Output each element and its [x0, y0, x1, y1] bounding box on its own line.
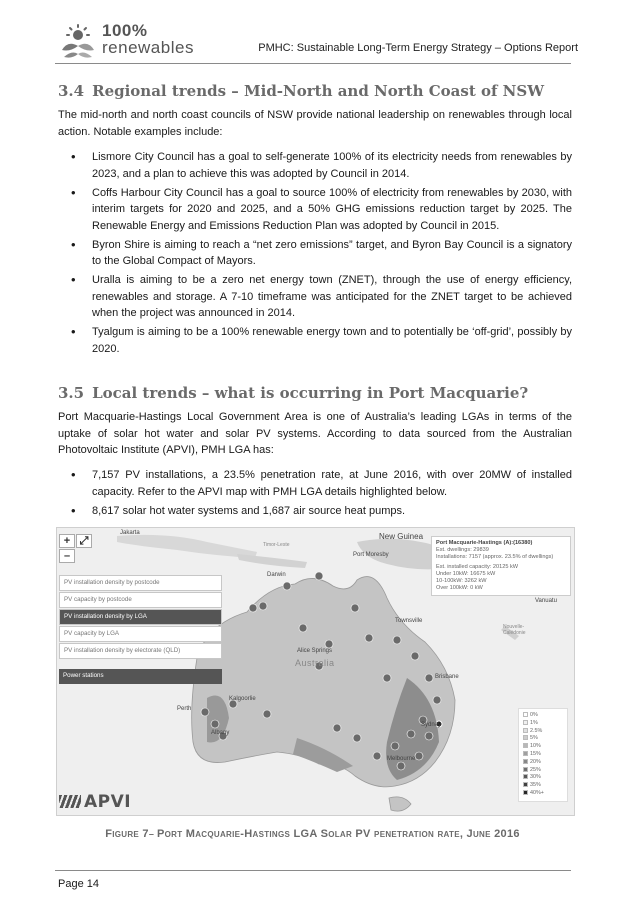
sun-leaf-icon [58, 24, 98, 60]
legend-item [523, 728, 563, 736]
bullet-icon: • [71, 467, 76, 482]
bullet-icon: • [71, 236, 76, 252]
caption-separator: – [148, 829, 155, 839]
legend-item [523, 759, 563, 767]
list-item: • 8,617 solar hot water systems and 1,687 air source heat pumps. [71, 502, 406, 518]
place-label: Melbourne [387, 756, 416, 762]
layer-option[interactable]: PV installation density by electorate (QLD) [59, 643, 222, 659]
legend-item [523, 751, 563, 759]
info-line: Over 100kW: 0 kW [436, 585, 483, 591]
info-line: 10-100kW: 3262 kW [436, 578, 487, 584]
legend-swatch [523, 743, 528, 748]
legend-label: 30% [530, 774, 541, 781]
footer-divider [55, 870, 571, 871]
legend-label: 35% [530, 782, 541, 789]
legend-swatch [523, 735, 528, 740]
page-header [58, 22, 578, 62]
legend-label: 2.5% [530, 727, 543, 734]
legend-item [523, 790, 563, 798]
layer-option[interactable]: PV installation density by postcode [59, 575, 222, 591]
section-3-4-intro: The mid-north and north coast councils of NSW provide national leadership on renewables through local action. Notable examples include: [58, 109, 572, 138]
fullscreen-button[interactable]: ⤢ [76, 534, 92, 548]
list-item: • Byron Shire is aiming to reach a “net zero emissions” target, and Byron Bay Council is a signatory to the Global Compact of Mayors. [71, 236, 572, 267]
header-divider [55, 63, 571, 64]
place-label: Sydney [421, 722, 442, 728]
legend-label: 15% [530, 750, 541, 757]
list-item: • Tyalgum is aiming to be a 100% renewable energy town and to potentially be ‘off-grid’, possibly by 2020. [71, 324, 572, 355]
legend-swatch [523, 782, 528, 787]
place-label: Kalgoorlie [229, 696, 256, 702]
legend-swatch [523, 759, 528, 764]
legend-label: 10% [530, 743, 541, 750]
place-label: New Guinea [379, 532, 424, 541]
legend-swatch [523, 790, 528, 795]
apvi-map[interactable] [56, 527, 575, 816]
zoom-controls [59, 534, 93, 570]
place-label: Port Moresby [353, 552, 389, 558]
info-title: Port Macquarie-Hastings (A):(16380) [436, 540, 533, 546]
layer-option-active[interactable]: PV installation density by LGA [59, 609, 222, 625]
logo-line-2: renewables [102, 38, 194, 57]
bullet-icon: • [71, 184, 76, 200]
legend-item [523, 720, 563, 728]
legend-label: 25% [530, 766, 541, 773]
section-number: 3.4 [58, 82, 85, 100]
legend-swatch [523, 712, 528, 717]
legend-item [523, 712, 563, 720]
legend-item [523, 735, 563, 743]
power-stations-button[interactable]: Power stations [59, 669, 222, 684]
legend-item [523, 782, 563, 790]
bullet-icon: • [71, 324, 76, 339]
legend-swatch [523, 751, 528, 756]
page-number: Page 14 [58, 878, 99, 890]
logo-line-1: 100% [102, 21, 148, 40]
place-label: Perth [177, 706, 192, 712]
place-label: Australia [295, 658, 335, 668]
section-number: 3.5 [58, 384, 85, 402]
section-3-5-intro: Port Macquarie-Hastings Local Government Area is one of Australia’s leading LGAs in terms of the uptake of solar hot water and solar PV systems. According to data sourced from the Australian Photovoltaic Institute (APVI), PMH LGA has: [58, 411, 572, 456]
info-line: Installations: 7157 (approx. 23.5% of dwellings) [436, 554, 554, 560]
legend-label: 40%+ [530, 789, 544, 796]
place-label: Jakarta [120, 530, 140, 536]
legend-label: 1% [530, 719, 538, 726]
map-legend [518, 708, 568, 802]
caption-text: Port Macquarie-Hastings LGA Solar PV penetration rate, June 2016 [156, 828, 520, 840]
legend-item [523, 743, 563, 751]
place-label: Albany [211, 730, 230, 736]
legend-item [523, 774, 563, 782]
legend-swatch [523, 767, 528, 772]
layer-panel [59, 575, 222, 660]
legend-item [523, 767, 563, 775]
place-label: Darwin [267, 572, 286, 578]
section-3-4-bullets [58, 149, 572, 360]
layer-option[interactable]: PV capacity by LGA [59, 626, 222, 642]
figure-caption [0, 828, 625, 840]
list-item: • Lismore City Council has a goal to self-generate 100% of its electricity needs from renewables by 2023, and a plan to achieve this was adopted by Council in 2014. [71, 149, 572, 180]
info-line: Est. dwellings: 29839 [436, 547, 489, 553]
apvi-text: APVI [84, 792, 132, 812]
place-label: Alice Springs [297, 648, 333, 654]
legend-label: 5% [530, 735, 538, 742]
place-label: Nouvelle-Calédonie [503, 624, 526, 636]
legend-swatch [523, 720, 528, 725]
bullet-icon: • [71, 272, 76, 287]
section-3-5-bullets [58, 467, 572, 522]
place-label: Vanuatu [535, 598, 557, 604]
place-label: Townsville [395, 618, 423, 624]
report-title: PMHC: Sustainable Long-Term Energy Strategy – Options Report [258, 42, 578, 54]
section-title: Regional trends – Mid-North and North Coast of NSW [92, 82, 545, 100]
place-label: Brisbane [435, 674, 459, 680]
figure-label: Figure 7 [105, 828, 149, 840]
legend-label: 0% [530, 712, 538, 718]
layer-option[interactable]: PV capacity by postcode [59, 592, 222, 608]
lga-info-popup [431, 536, 571, 596]
logo [58, 22, 228, 62]
logo-text [102, 22, 194, 56]
apvi-logo [59, 792, 131, 812]
place-label: Timor-Leste [263, 542, 290, 548]
list-item: • 7,157 PV installations, a 23.5% penetration rate, at June 2016, with over 20MW of installed capacity. Refer to the APVI map with PMH LGA details highlighted below. [71, 467, 572, 498]
legend-swatch [523, 728, 528, 733]
zoom-out-button[interactable]: – [59, 549, 75, 563]
legend-swatch [523, 774, 528, 779]
apvi-stripes-icon [59, 795, 81, 808]
section-title: Local trends – what is occurring in Port Macquarie? [92, 384, 529, 402]
list-item: • Uralla is aiming to be a zero net energy town (ZNET), through the use of energy efficiency, renewables and storage. A 7-10 timeframe was anticipated for the ZNET target to be achieved when the project was announced in 2014. [71, 272, 572, 319]
zoom-in-button[interactable]: + [59, 534, 75, 548]
info-line: Under 10kW: 16675 kW [436, 571, 496, 577]
list-item: • Coffs Harbour City Council has a goal to source 100% of electricity from renewables by 2030, with interim targets for 2020 and 2025, and a 50% GHG emissions reduction target by 2025. The Renewable Energy and Emissions Reduction Plan was adopted by Council in 2015. [71, 184, 572, 232]
section-3-5-heading [58, 384, 528, 402]
bullet-icon: • [71, 502, 76, 518]
legend-label: 20% [530, 758, 541, 765]
bullet-icon: • [71, 149, 76, 164]
section-3-4-heading [58, 82, 544, 100]
info-line: Est. installed capacity: 20125 kW [436, 564, 519, 570]
